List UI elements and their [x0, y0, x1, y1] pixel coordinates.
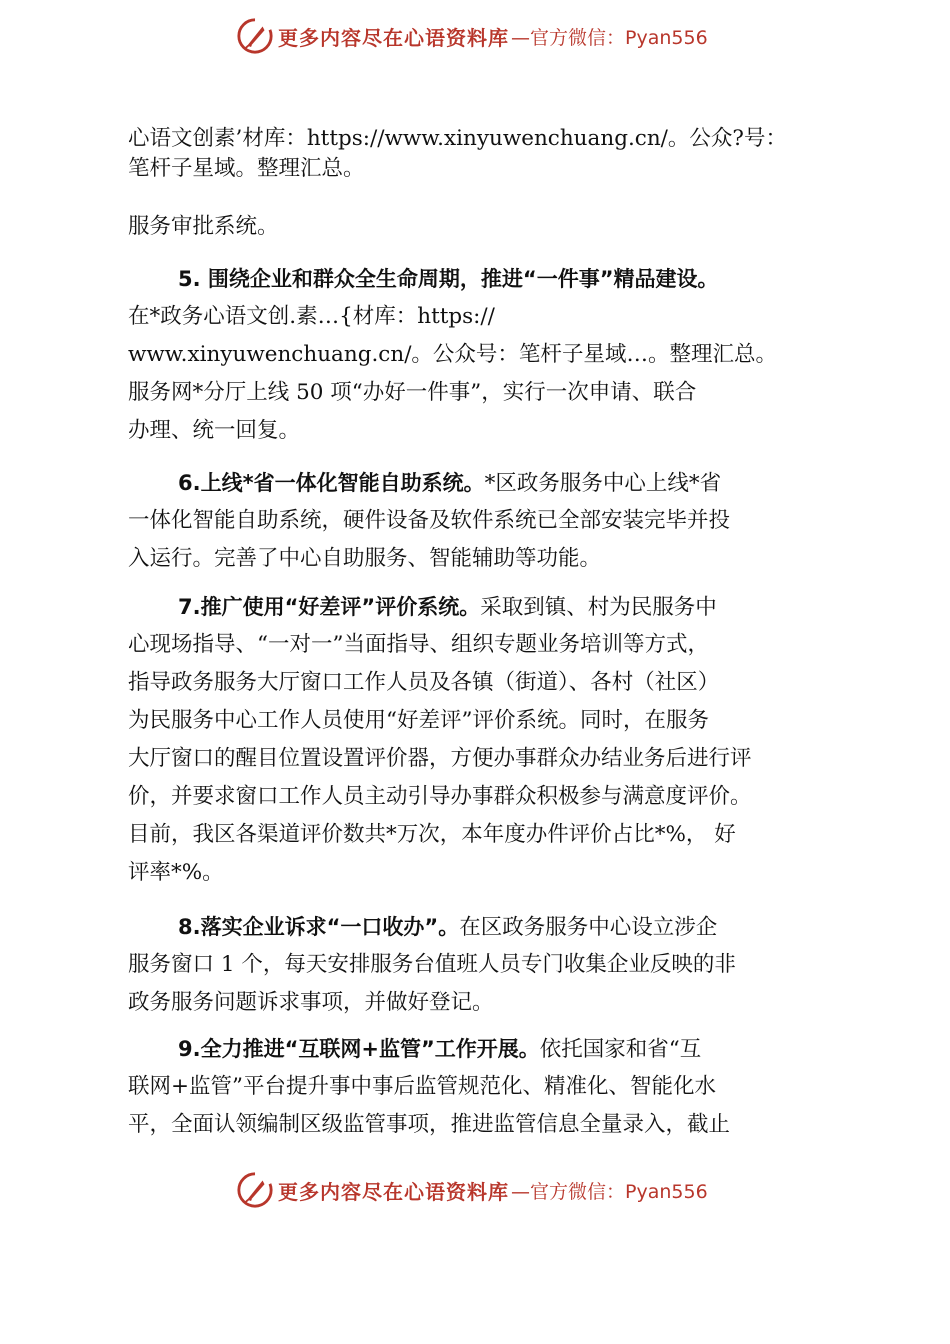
- item-5-line: 办理、统一回复。: [128, 418, 301, 443]
- contact-text: —官方微信：Pyan556: [511, 26, 708, 49]
- item-5-heading: 5. 围绕企业和群众全生命周期，推进“一件事”精品建设。: [178, 267, 719, 291]
- item-8-line: 服务窗口 1 个，每天安排服务台值班人员专门收集企业反映的非: [128, 952, 736, 977]
- item-5-line: 在*政务心语文创.素…{材库：https://: [128, 304, 495, 329]
- contact-text: —官方微信：Pyan556: [511, 1180, 708, 1203]
- item-7-first-line: [128, 588, 838, 626]
- item-9-line: 联网+监管”平台提升事中事后监管规范化、精准化、智能化水: [128, 1074, 717, 1099]
- quill-seal-logo-icon: [236, 17, 274, 55]
- header-banner: [236, 16, 708, 56]
- item-8-first-rest: 在区政务服务中心设立涉企: [459, 915, 718, 940]
- intro-line-1: 心语文创素’材库：https://www.xinyuwenchuang.cn/。公众?号：: [128, 126, 787, 151]
- item-8-heading: 8.落实企业诉求“一口收办”。: [178, 915, 460, 939]
- intro-line-3: 服务审批系统。: [128, 214, 279, 239]
- brand-text: 更多内容尽在心语资料库: [278, 25, 509, 50]
- item-5-line: www.xinyuwenchuang.cn/。公众号：笔杆子星域…。整理汇总。: [128, 342, 777, 367]
- item-7-line: 大厅窗口的醒目位置设置评价器，方便办事群众办结业务后进行评: [128, 746, 752, 771]
- item-8-paragraph: [128, 908, 838, 1022]
- brand-text: 更多内容尽在心语资料库: [278, 1179, 509, 1204]
- item-7-paragraph: [128, 588, 838, 892]
- item-5-line: 服务网*分厅上线 50 项“办好一件事”，实行一次申请、联合: [128, 380, 697, 405]
- item-6-heading: 6.上线*省一体化智能自助系统。: [178, 471, 485, 495]
- item-7-line: 评率*%。: [128, 860, 224, 885]
- item-7-line: 心现场指导、“一对一”当面指导、组织专题业务培训等方式，: [128, 632, 709, 657]
- item-9-line: 平，全面认领编制区级监管事项，推进监管信息全量录入，截止: [128, 1112, 731, 1137]
- item-9-first-rest: 依托国家和省“互: [539, 1037, 702, 1062]
- intro-paragraph: [128, 124, 838, 184]
- item-9-paragraph: [128, 1030, 838, 1144]
- item-7-line: 价，并要求窗口工作人员主动引导办事群众积极参与满意度评价。: [128, 784, 752, 809]
- item-6-first-rest: *区政务服务中心上线*省: [484, 471, 722, 496]
- item-7-heading: 7.推广使用“好差评”评价系统。: [178, 595, 481, 619]
- item-9-first-line: [128, 1030, 838, 1068]
- item-8-first-line: [128, 908, 838, 946]
- intro-line-3-paragraph: [128, 208, 838, 246]
- footer-banner: [236, 1170, 708, 1210]
- item-7-line: 目前，我区各渠道评价数共*万次，本年度办件评价占比*%， 好: [128, 822, 736, 847]
- intro-line-2: 笔杆子星域。整理汇总。: [128, 156, 365, 181]
- item-7-first-rest: 采取到镇、村为民服务中: [480, 595, 717, 620]
- item-6-line: 入运行。完善了中心自助服务、智能辅助等功能。: [128, 546, 602, 571]
- item-7-line: 为民服务中心工作人员使用“好差评”评价系统。同时，在服务: [128, 708, 709, 733]
- item-6-paragraph: [128, 464, 838, 578]
- item-8-line: 政务服务问题诉求事项，并做好登记。: [128, 990, 494, 1015]
- item-7-line: 指导政务服务大厅窗口工作人员及各镇（街道）、各村（社区）: [128, 670, 720, 695]
- item-6-first-line: [128, 464, 838, 502]
- item-5-paragraph: [128, 260, 838, 450]
- item-6-line: 一体化智能自助系统，硬件设备及软件系统已全部安装完毕并投: [128, 508, 731, 533]
- item-9-heading: 9.全力推进“互联网+监管”工作开展。: [178, 1037, 540, 1061]
- quill-seal-logo-icon: [236, 1171, 274, 1209]
